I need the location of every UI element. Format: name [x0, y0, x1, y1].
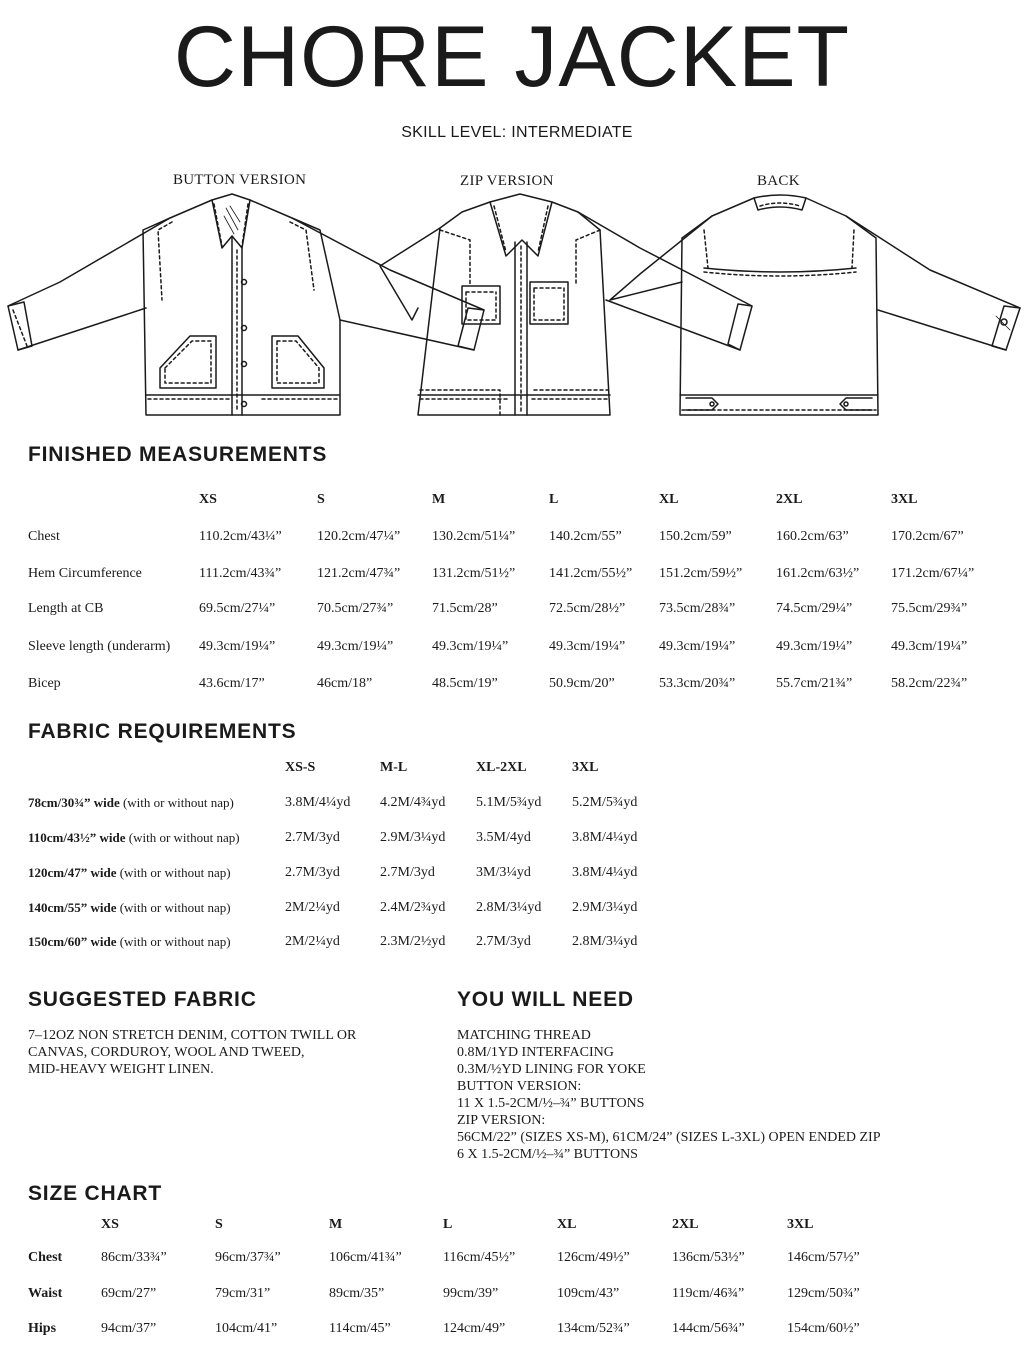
supply-line: 6 X 1.5-2CM/½–¾” BUTTONS [457, 1147, 638, 1162]
measurement-cell: 55.7cm/21¾” [776, 676, 853, 691]
measurement-cell: 70.5cm/27¾” [317, 601, 394, 616]
size-chart-cell: 86cm/33¾” [101, 1250, 167, 1265]
measurement-cell: 150.2cm/59” [659, 529, 732, 544]
size-chart-cell: 69cm/27” [101, 1286, 157, 1301]
fabric-row-label [28, 795, 234, 811]
size-chart-header: S [215, 1217, 223, 1232]
size-chart-cell: 146cm/57½” [787, 1250, 860, 1265]
suggested-fabric-text [28, 1027, 428, 1078]
fabric-cell: 2.4M/2¾yd [380, 900, 446, 915]
size-chart-cell: 119cm/46¾” [672, 1286, 745, 1301]
size-chart-header: M [329, 1217, 343, 1232]
fabric-width: 140cm/55” wide [28, 900, 117, 915]
supply-line: 56CM/22” (SIZES XS-M), 61CM/24” (SIZES L-3XL) OPEN ENDED ZIP [457, 1130, 881, 1145]
size-chart-cell: 99cm/39” [443, 1286, 499, 1301]
size-chart-cell: 89cm/35” [329, 1286, 385, 1301]
fabric-size-header: XS-S [285, 760, 316, 775]
fabric-row-label [28, 830, 240, 846]
view-label-zip-version: ZIP VERSION [460, 173, 554, 189]
fabric-cell: 2M/2¼yd [285, 900, 340, 915]
size-chart-row-label: Hips [28, 1321, 57, 1336]
fabric-nap-note: (with or without nap) [119, 795, 234, 810]
size-chart-cell: 116cm/45½” [443, 1250, 516, 1265]
you-will-need-list [457, 1027, 1017, 1163]
measurement-cell: 49.3cm/19¼” [432, 639, 509, 654]
measurement-cell: 161.2cm/63½” [776, 566, 860, 581]
fabric-cell: 2.7M/3yd [380, 865, 435, 880]
measurement-cell: 43.6cm/17” [199, 676, 265, 691]
size-chart-header: 2XL [672, 1217, 699, 1232]
skill-level: SKILL LEVEL: INTERMEDIATE [401, 124, 633, 141]
size-chart-cell: 96cm/37¾” [215, 1250, 281, 1265]
size-chart-cell: 79cm/31” [215, 1286, 271, 1301]
measurement-cell: 170.2cm/67” [891, 529, 964, 544]
fabric-nap-note: (with or without nap) [125, 830, 240, 845]
measurement-cell: 171.2cm/67¼” [891, 566, 975, 581]
fabric-size-header: M-L [380, 760, 408, 775]
fabric-cell: 2.3M/2½yd [380, 934, 446, 949]
measurement-cell: 140.2cm/55” [549, 529, 622, 544]
fabric-cell: 3.8M/4¼yd [572, 830, 638, 845]
measurement-row-label: Hem Circumference [28, 566, 142, 581]
fabric-cell: 2.8M/3¼yd [476, 900, 542, 915]
measurement-cell: 151.2cm/59½” [659, 566, 743, 581]
size-chart-row-label: Chest [28, 1250, 63, 1265]
fabric-width: 150cm/60” wide [28, 934, 117, 949]
measurement-cell: 48.5cm/19” [432, 676, 498, 691]
measurement-cell: 71.5cm/28” [432, 601, 498, 616]
technical-flats-illustration [0, 190, 1024, 425]
measurement-cell: 49.3cm/19¼” [659, 639, 736, 654]
fabric-cell: 2.7M/3yd [476, 934, 531, 949]
size-chart-header: XL [557, 1217, 577, 1232]
measurement-cell: 72.5cm/28½” [549, 601, 626, 616]
size-chart-cell: 106cm/41¾” [329, 1250, 402, 1265]
supply-line: 11 X 1.5-2CM/½–¾” BUTTONS [457, 1096, 645, 1111]
size-chart-cell: 154cm/60½” [787, 1321, 860, 1336]
measurement-cell: 120.2cm/47¼” [317, 529, 401, 544]
measurement-cell: 50.9cm/20” [549, 676, 615, 691]
size-chart-header: XS [101, 1217, 119, 1232]
fabric-width: 120cm/47” wide [28, 865, 117, 880]
supply-line: MATCHING THREAD [457, 1028, 591, 1043]
measurement-cell: 49.3cm/19¼” [549, 639, 626, 654]
fabric-row-label [28, 900, 231, 916]
measurements-size-header: M [432, 492, 446, 507]
measurements-size-header: 2XL [776, 492, 803, 507]
fabric-nap-note: (with or without nap) [116, 934, 231, 949]
suggested-fabric-heading: SUGGESTED FABRIC [28, 988, 257, 1011]
size-chart-cell: 126cm/49½” [557, 1250, 630, 1265]
measurements-size-header: XL [659, 492, 679, 507]
fabric-cell: 4.2M/4¾yd [380, 795, 446, 810]
size-chart-header: L [443, 1217, 453, 1232]
measurement-cell: 111.2cm/43¾” [199, 566, 282, 581]
measurements-size-header: L [549, 492, 559, 507]
measurement-cell: 49.3cm/19¼” [199, 639, 276, 654]
size-chart-cell: 109cm/43” [557, 1286, 620, 1301]
measurement-cell: 46cm/18” [317, 676, 373, 691]
supply-line: ZIP VERSION: [457, 1113, 546, 1128]
measurement-cell: 49.3cm/19¼” [891, 639, 968, 654]
fabric-width: 110cm/43½” wide [28, 830, 126, 845]
size-chart-cell: 114cm/45” [329, 1321, 391, 1336]
measurement-row-label: Length at CB [28, 601, 104, 616]
size-chart-row-label: Waist [28, 1286, 63, 1301]
measurement-cell: 141.2cm/55½” [549, 566, 633, 581]
measurement-cell: 160.2cm/63” [776, 529, 849, 544]
size-chart-cell: 104cm/41” [215, 1321, 278, 1336]
fabric-cell: 2.9M/3¼yd [572, 900, 638, 915]
size-chart-cell: 144cm/56¾” [672, 1321, 745, 1336]
fabric-nap-note: (with or without nap) [116, 865, 231, 880]
size-chart-heading: SIZE CHART [28, 1182, 162, 1205]
measurement-cell: 75.5cm/29¾” [891, 601, 968, 616]
fabric-cell: 3.5M/4yd [476, 830, 531, 845]
supply-line: 0.8M/1YD INTERFACING [457, 1045, 614, 1060]
view-label-button-version: BUTTON VERSION [173, 172, 307, 188]
suggested-fabric-line: MID-HEAVY WEIGHT LINEN. [28, 1062, 214, 1077]
size-chart-cell: 129cm/50¾” [787, 1286, 860, 1301]
measurements-size-header: S [317, 492, 325, 507]
measurement-cell: 49.3cm/19¼” [776, 639, 853, 654]
measurement-cell: 73.5cm/28¾” [659, 601, 736, 616]
size-chart-cell: 94cm/37” [101, 1321, 157, 1336]
button-version-jacket-drawing [8, 194, 484, 415]
measurement-cell: 69.5cm/27¼” [199, 601, 276, 616]
measurement-cell: 121.2cm/47¾” [317, 566, 401, 581]
fabric-cell: 2M/2¼yd [285, 934, 340, 949]
supply-line: BUTTON VERSION: [457, 1079, 582, 1094]
fabric-size-header: XL-2XL [476, 760, 527, 775]
fabric-cell: 3.8M/4¼yd [572, 865, 638, 880]
measurements-size-header: 3XL [891, 492, 918, 507]
page-title: CHORE JACKET [173, 9, 851, 105]
measurement-cell: 49.3cm/19¼” [317, 639, 394, 654]
fabric-row-label [28, 934, 231, 950]
suggested-fabric-line: 7–12OZ NON STRETCH DENIM, COTTON TWILL OR [28, 1028, 357, 1043]
fabric-cell: 5.1M/5¾yd [476, 795, 542, 810]
measurement-row-label: Chest [28, 529, 60, 544]
size-chart-cell: 136cm/53½” [672, 1250, 745, 1265]
you-will-need-heading: YOU WILL NEED [457, 988, 634, 1011]
measurement-cell: 74.5cm/29¼” [776, 601, 853, 616]
size-chart-header: 3XL [787, 1217, 814, 1232]
finished-measurements-heading: FINISHED MEASUREMENTS [28, 443, 328, 466]
fabric-width: 78cm/30¾” wide [28, 795, 120, 810]
measurements-size-header: XS [199, 492, 217, 507]
supply-line: 0.3M/½YD LINING FOR YOKE [457, 1062, 646, 1077]
fabric-cell: 3M/3¼yd [476, 865, 531, 880]
measurement-row-label: Sleeve length (underarm) [28, 639, 171, 654]
measurement-cell: 130.2cm/51¼” [432, 529, 516, 544]
fabric-cell: 2.7M/3yd [285, 865, 340, 880]
fabric-nap-note: (with or without nap) [116, 900, 231, 915]
fabric-cell: 2.9M/3¼yd [380, 830, 446, 845]
measurement-cell: 58.2cm/22¾” [891, 676, 968, 691]
fabric-cell: 5.2M/5¾yd [572, 795, 638, 810]
measurement-cell: 110.2cm/43¼” [199, 529, 282, 544]
fabric-requirements-heading: FABRIC REQUIREMENTS [28, 720, 297, 743]
size-chart-cell: 134cm/52¾” [557, 1321, 630, 1336]
measurement-row-label: Bicep [28, 676, 61, 691]
fabric-row-label [28, 865, 231, 881]
measurement-cell: 131.2cm/51½” [432, 566, 516, 581]
fabric-cell: 2.8M/3¼yd [572, 934, 638, 949]
fabric-cell: 2.7M/3yd [285, 830, 340, 845]
measurement-cell: 53.3cm/20¾” [659, 676, 736, 691]
size-chart-cell: 124cm/49” [443, 1321, 506, 1336]
view-label-back: BACK [757, 173, 800, 189]
fabric-size-header: 3XL [572, 760, 599, 775]
fabric-cell: 3.8M/4¼yd [285, 795, 351, 810]
back-jacket-drawing [610, 195, 1020, 415]
suggested-fabric-line: CANVAS, CORDUROY, WOOL AND TWEED, [28, 1045, 305, 1060]
